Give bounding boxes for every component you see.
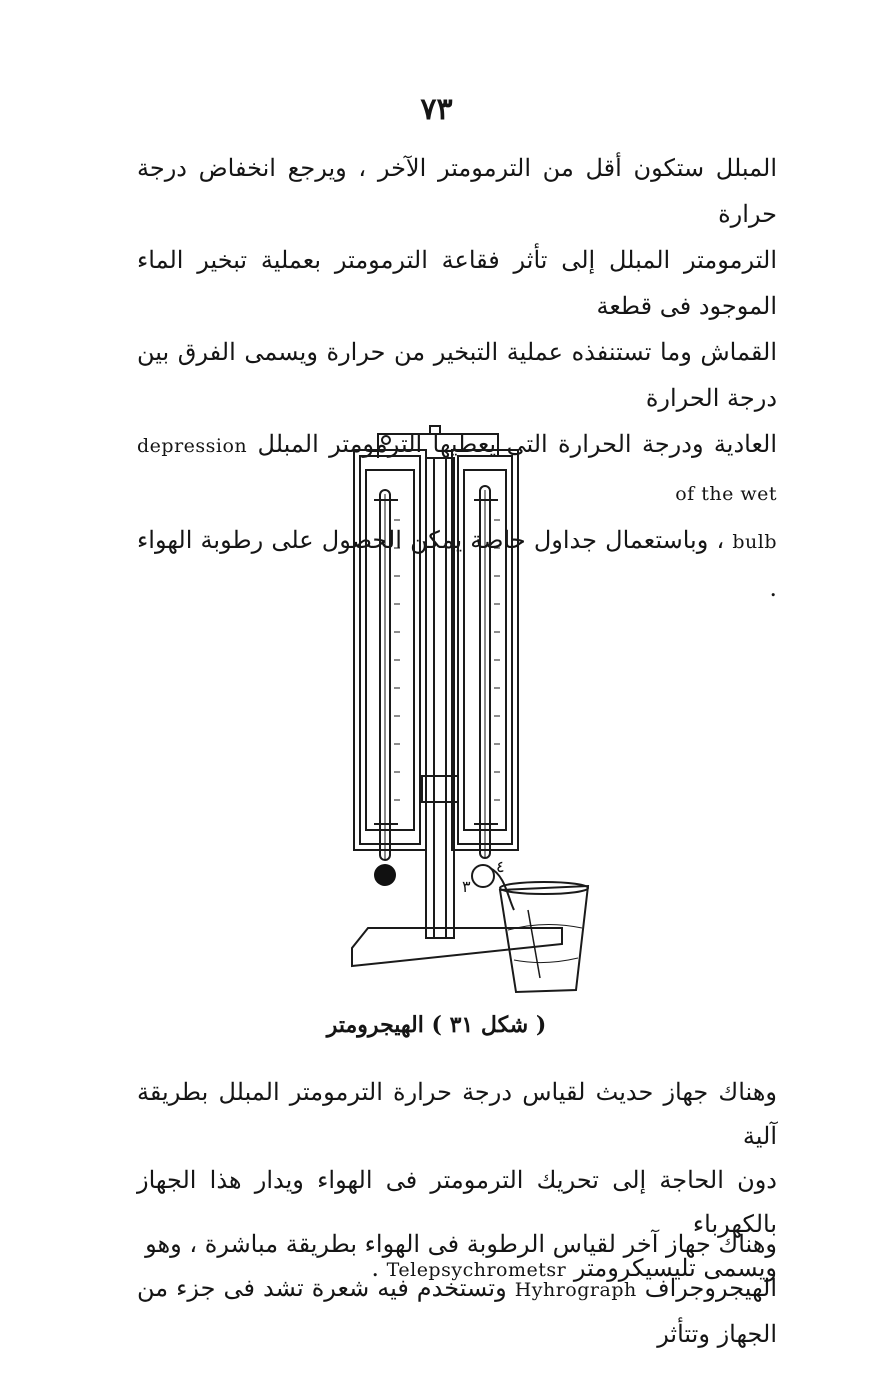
sentence-end: . — [371, 1254, 380, 1282]
english-term: depression of the wet — [137, 435, 777, 505]
english-term: Hyhrograph — [514, 1279, 637, 1301]
text-line: وهناك جهاز حديث لقياس درجة حرارة الترمومتر المبلل بطريقة آلية — [137, 1078, 777, 1150]
page-number: ٧٣ — [420, 92, 453, 127]
hygrometer-drawing — [330, 420, 610, 1010]
english-term: Telepsychrometsr — [386, 1259, 567, 1281]
figure-caption: ( شكل ٣١ ) الهيجرومتر — [326, 1012, 547, 1038]
text-arabic: وتستخدم فيه شعرة تشد فى جزء من الجهاز وتتأثر — [137, 1274, 777, 1348]
text-line: وهناك جهاز آخر لقياس الرطوبة فى الهواء بطريقة مباشرة ، وهو — [145, 1230, 777, 1258]
text-line — [137, 1266, 777, 1356]
text-arabic: ويسمى تليسيكرومتر — [573, 1254, 777, 1282]
text-arabic: العادية ودرجة الحرارة التى يعطيها الترمومتر المبلل — [257, 430, 777, 458]
english-term: bulb — [732, 531, 777, 553]
text-line: القماش وما تستنفذه عملية التبخير من حرارة ويسمى الفرق بين درجة الحرارة — [137, 338, 777, 412]
figure-label-wet: ٤ — [496, 857, 505, 876]
text-arabic: الهيجروجراف — [644, 1274, 777, 1302]
text-arabic: ، وباستعمال جداول خاصة يمكن الحصول على رطوبة الهواء . — [137, 526, 777, 602]
figure-label-bulb: ٣ — [462, 877, 471, 896]
hygrometer-illustration — [330, 420, 610, 1010]
text-line: دون الحاجة إلى تحريك الترمومتر فى الهواء ويدار هذا الجهاز بالكهرباء — [137, 1166, 777, 1238]
dry-bulb — [374, 864, 396, 886]
text-line: المبلل ستكون أقل من الترمومتر الآخر ، ويرجع انخفاض درجة حرارة — [137, 154, 777, 228]
text-line: الترمومتر المبلل إلى تأثر فقاعة الترمومتر بعملية تبخير الماء الموجود فى قطعة — [137, 246, 777, 320]
paragraph-hygrograph — [137, 1222, 777, 1356]
